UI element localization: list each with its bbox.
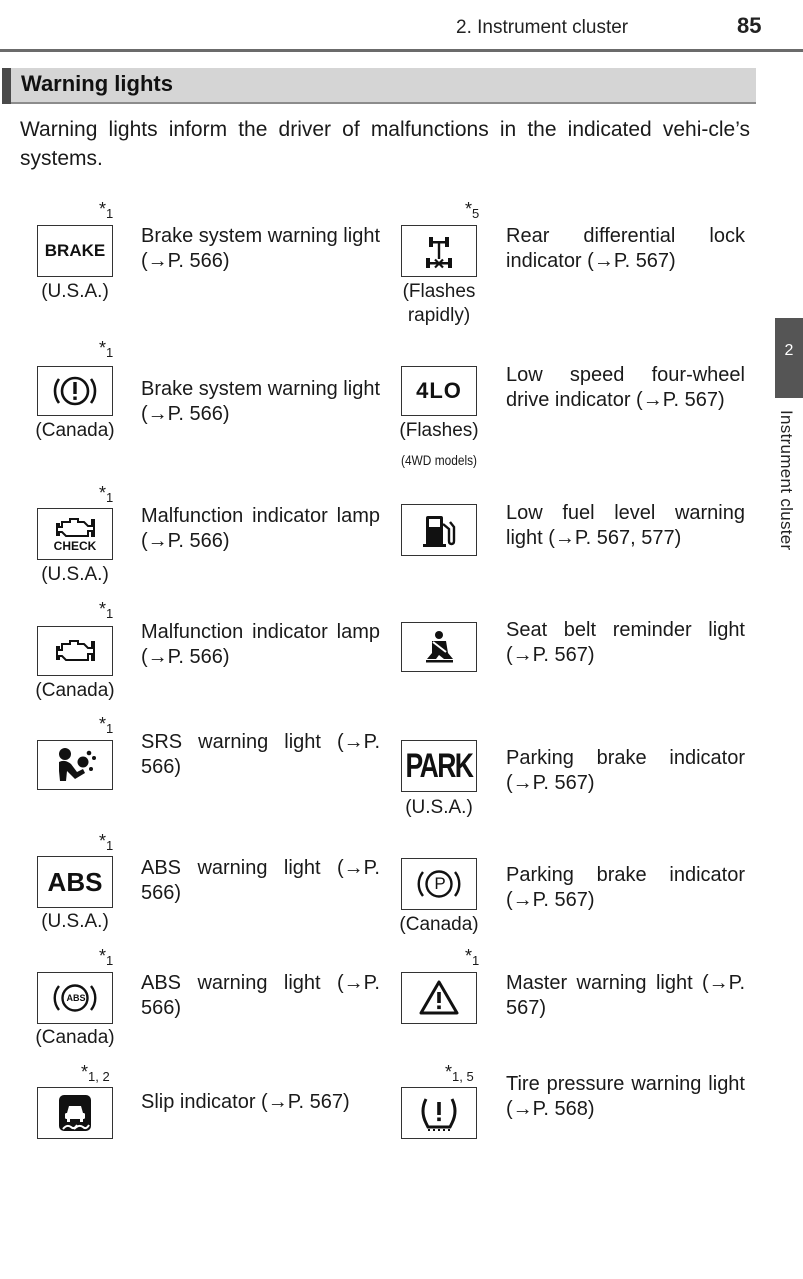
region-label: (Canada)	[399, 914, 479, 935]
tire-pressure-icon	[401, 1087, 477, 1139]
region-label: (Flashes)	[399, 420, 479, 441]
chapter-number: 2	[784, 342, 794, 359]
light-description: Malfunction indicator lamp (→P. 566)	[141, 621, 380, 668]
fuel-pump-icon	[401, 504, 477, 556]
park-text-icon: PARK	[401, 740, 477, 792]
light-description: Master warning light (→P. 567)	[506, 972, 745, 1019]
slip-indicator-icon	[37, 1087, 113, 1139]
rear-diff-lock-icon	[401, 225, 477, 277]
footnote-marker: *1	[99, 946, 114, 968]
intro-paragraph: Warning lights inform the driver of malfunctions in the indicated vehi-cle’s systems.	[20, 118, 750, 170]
footnote-marker: *1, 2	[81, 1062, 110, 1084]
engine-icon	[37, 626, 113, 676]
light-description: Brake system warning light (→P. 566)	[141, 225, 380, 272]
region-label: (Canada)	[35, 1027, 115, 1048]
region-label: (Flashes rapidly)	[402, 281, 476, 326]
header-divider	[0, 49, 803, 52]
parking-brake-p-icon: P	[401, 858, 477, 910]
light-description: Low speed four-wheel drive indicator (→P. 567)	[506, 364, 745, 411]
light-description: Parking brake indicator (→P. 567)	[506, 864, 745, 911]
region-label: (U.S.A.)	[41, 564, 109, 585]
page-number: 85	[737, 13, 762, 38]
chapter-label: Instrument cluster	[777, 410, 796, 551]
seatbelt-icon	[401, 622, 477, 672]
4lo-icon: 4LO	[401, 366, 477, 416]
region-label: (Canada)	[35, 680, 115, 701]
footnote-marker: *1	[99, 714, 114, 736]
light-description: Slip indicator (→P. 567)	[141, 1091, 350, 1113]
chapter-tab[interactable]	[775, 318, 803, 398]
light-description: ABS warning light (→P. 566)	[141, 972, 380, 1019]
region-note: (4WD models)	[400, 452, 478, 468]
abs-circle-icon: ABS	[37, 972, 113, 1024]
title-bar	[2, 68, 756, 104]
check-engine-icon: CHECK	[37, 508, 113, 560]
footnote-marker: *5	[465, 199, 480, 221]
abs-text-icon: ABS	[37, 856, 113, 908]
light-description: ABS warning light (→P. 566)	[141, 857, 380, 904]
footnote-marker: *1	[99, 599, 114, 621]
master-warning-icon	[401, 972, 477, 1024]
srs-airbag-icon	[37, 740, 113, 790]
brake-circle-exclamation-icon	[37, 366, 113, 416]
light-description: Tire pressure warning light (→P. 568)	[506, 1073, 745, 1120]
region-label: (Canada)	[35, 420, 115, 441]
page-title: Warning lights	[21, 71, 173, 96]
light-description: Parking brake indicator (→P. 567)	[506, 747, 745, 794]
light-description: SRS warning light (→P. 566)	[141, 731, 380, 778]
brake-text-icon: BRAKE	[37, 225, 113, 277]
region-label: (U.S.A.)	[41, 911, 109, 932]
footnote-marker: *1	[99, 199, 114, 221]
footnote-marker: *1	[99, 831, 114, 853]
section-header: 2. Instrument cluster	[456, 17, 629, 38]
region-label: (U.S.A.)	[405, 797, 473, 818]
footnote-marker: *1	[99, 483, 114, 505]
footnote-marker: *1, 5	[445, 1062, 474, 1084]
light-description: Malfunction indicator lamp (→P. 566)	[141, 505, 380, 552]
region-label: (U.S.A.)	[41, 281, 109, 302]
footnote-marker: *1	[99, 338, 114, 360]
light-description: Brake system warning light (→P. 566)	[141, 378, 380, 425]
light-description: Seat belt reminder light (→P. 567)	[506, 619, 745, 666]
footnote-marker: *1	[465, 946, 480, 968]
light-description: Rear differential lock indicator (→P. 567)	[506, 225, 745, 272]
light-description: Low fuel level warning light (→P. 567, 577)	[506, 502, 745, 549]
title-tab-marker	[2, 68, 11, 104]
